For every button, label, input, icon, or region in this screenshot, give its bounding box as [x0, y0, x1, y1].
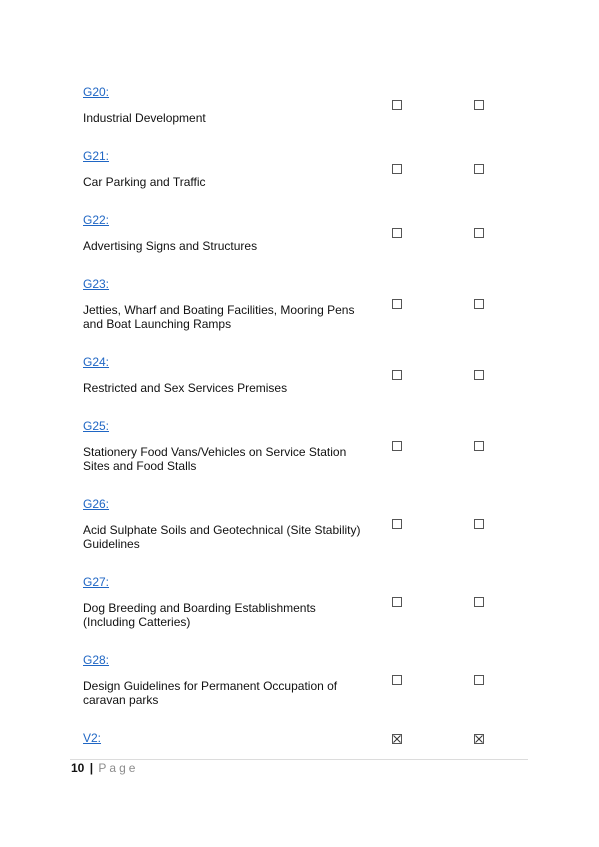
checkbox-g22-col2[interactable] — [474, 228, 484, 238]
entry-description-g28: Design Guidelines for Permanent Occupation of caravan parks — [83, 679, 338, 707]
code-link-g27[interactable]: G27: — [83, 575, 110, 589]
checkbox-g24-col2[interactable] — [474, 370, 484, 380]
entry-description-g24: Restricted and Sex Services Premises — [83, 381, 288, 395]
entry-description-g20: Industrial Development — [83, 111, 206, 125]
page-label: Page — [98, 761, 139, 775]
checkbox-g27-col1[interactable] — [392, 597, 402, 607]
checkbox-g23-col1[interactable] — [392, 299, 402, 309]
page-number: 10 — [71, 761, 85, 775]
code-link-g20[interactable]: G20: — [83, 85, 110, 99]
entry-description-g23: Jetties, Wharf and Boating Facilities, Mooring Pens and Boat Launching Ramps — [83, 303, 355, 331]
code-link-g28[interactable]: G28: — [83, 653, 110, 667]
checkbox-g24-col1[interactable] — [392, 370, 402, 380]
checkbox-g20-col1[interactable] — [392, 100, 402, 110]
checkbox-g25-col2[interactable] — [474, 441, 484, 451]
code-link-g23[interactable]: G23: — [83, 277, 110, 291]
checkbox-g22-col1[interactable] — [392, 228, 402, 238]
checkbox-g25-col1[interactable] — [392, 441, 402, 451]
checkbox-g27-col2[interactable] — [474, 597, 484, 607]
footer-divider — [70, 759, 528, 760]
checkbox-g21-col2[interactable] — [474, 164, 484, 174]
entry-description-g25: Stationery Food Vans/Vehicles on Service Station Sites and Food Stalls — [83, 445, 347, 473]
code-link-g26[interactable]: G26: — [83, 497, 110, 511]
checkbox-g28-col2[interactable] — [474, 675, 484, 685]
checkbox-g26-col1[interactable] — [392, 519, 402, 529]
page-footer — [71, 761, 138, 775]
code-link-g25[interactable]: G25: — [83, 419, 110, 433]
code-link-g22[interactable]: G22: — [83, 213, 110, 227]
entry-description-g21: Car Parking and Traffic — [83, 175, 206, 189]
code-link-g21[interactable]: G21: — [83, 149, 110, 163]
footer-separator: | — [89, 761, 94, 775]
entry-description-g26: Acid Sulphate Soils and Geotechnical (Site Stability) Guidelines — [83, 523, 361, 551]
checkbox-g23-col2[interactable] — [474, 299, 484, 309]
checked-x-icon — [475, 735, 483, 743]
checkbox-v2-col1[interactable] — [392, 734, 402, 744]
checkbox-g21-col1[interactable] — [392, 164, 402, 174]
checkbox-g26-col2[interactable] — [474, 519, 484, 529]
checked-x-icon — [393, 735, 401, 743]
checkbox-g20-col2[interactable] — [474, 100, 484, 110]
checkbox-g28-col1[interactable] — [392, 675, 402, 685]
checkbox-v2-col2[interactable] — [474, 734, 484, 744]
entry-description-g27: Dog Breeding and Boarding Establishments (Including Catteries) — [83, 601, 316, 629]
entry-description-g22: Advertising Signs and Structures — [83, 239, 258, 253]
code-link-g24[interactable]: G24: — [83, 355, 110, 369]
code-link-v2[interactable]: V2: — [83, 731, 102, 745]
